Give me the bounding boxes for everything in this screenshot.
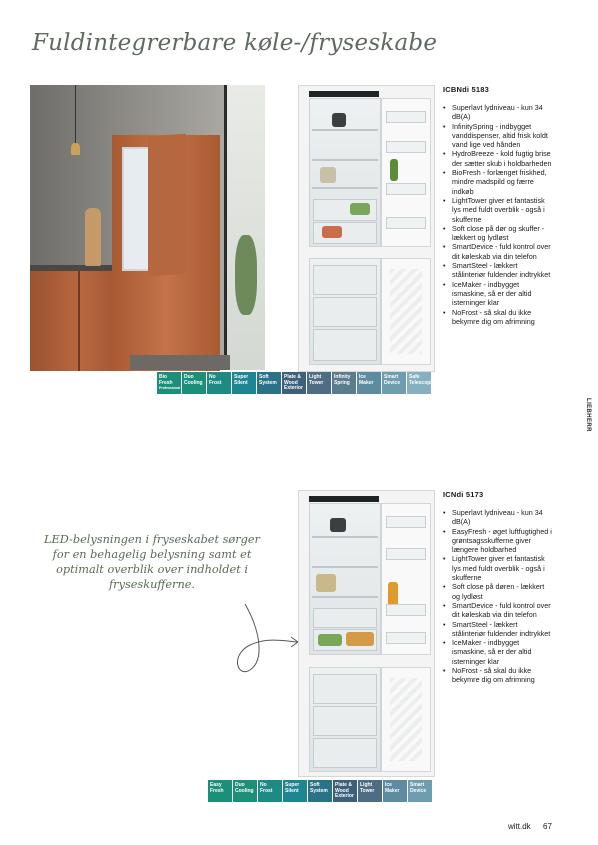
feature-item: • NoFrost - så skal du ikke bekymre dig om afrimning	[443, 308, 553, 327]
feature-item: • Superlavt lydniveau - kun 34 dB(A)	[443, 103, 553, 122]
product-info-1	[443, 85, 553, 326]
feature-item: • IceMaker - indbygget ismaskine, så er der altid isterninger klar	[443, 638, 553, 666]
icon-tile: Ice Maker	[357, 372, 381, 394]
icon-tile: Easy Fresh	[208, 780, 232, 802]
feature-item: • Superlavt lydniveau - kun 34 dB(A)	[443, 508, 553, 527]
feature-item: • HydroBreeze - kold fugtig brise der sætter skub i holdbarheden	[443, 149, 553, 168]
feature-item: • SmartSteel - lækkert stålinteriør fuldender indtrykket	[443, 620, 553, 639]
feature-item: • SmartDevice - fuld kontrol over dit køleskab via din telefon	[443, 242, 553, 261]
brand-label: LIEBHERR	[585, 398, 591, 432]
product-image-2	[298, 490, 435, 777]
feature-item: • EasyFresh - øget luftfugtighed i grøntsagsskufferne giver længere holdbarhed	[443, 527, 553, 555]
feature-item: • LightTower giver et fantastisk lys med fuldt overblik - også i skufferne	[443, 196, 553, 224]
feature-icons-1	[157, 372, 435, 394]
icon-tile: Plate & Wood Exterior	[333, 780, 357, 802]
product-model: ICNdi 5173	[443, 490, 484, 499]
icon-tile: Light Tower	[307, 372, 331, 394]
icon-tile: No Frost	[207, 372, 231, 394]
feature-item: • SmartDevice - fuld kontrol over dit køleskab via din telefon	[443, 601, 553, 620]
icon-tile: Super Silent	[283, 780, 307, 802]
callout-arrow	[205, 600, 305, 680]
feature-item: • BioFresh - forlænget friskhed, mindre madspild og færre indkøb	[443, 168, 553, 196]
icon-tile: Infinity Spring	[332, 372, 356, 394]
icon-tile: Light Tower	[358, 780, 382, 802]
icon-tile: Duo Cooling	[233, 780, 257, 802]
icon-tile: Smart Device	[408, 780, 432, 802]
feature-item: • Soft close på dør og skuffer - lækkert og lydløst	[443, 224, 553, 243]
icon-tile: Duo Cooling	[182, 372, 206, 394]
page-title: Fuldintegrerbare køle-/fryseskabe	[32, 30, 438, 56]
icon-tile: Soft System	[257, 372, 281, 394]
footer-site: witt.dk	[508, 822, 531, 831]
page-number: 67	[543, 822, 552, 831]
product-image-1	[298, 85, 435, 372]
callout-text: LED-belysningen i fryseskabet sørger for en behagelig belysning samt et optimalt overblik over indholdet i fryseskufferne.	[44, 533, 260, 591]
icon-tile: No Frost	[258, 780, 282, 802]
icon-tile: Bio Fresh Professional	[157, 372, 181, 394]
feature-item: • LightTower giver et fantastisk lys med fuldt overblik - også i skufferne	[443, 554, 553, 582]
feature-item: • SmartSteel - lækkert stålinteriør fuldender indtrykket	[443, 261, 553, 280]
icon-tile: Plate & Wood Exterior	[282, 372, 306, 394]
feature-icons-2	[208, 780, 432, 802]
icon-tile: Ice Maker	[383, 780, 407, 802]
icon-tile: Soft System	[308, 780, 332, 802]
icon-tile: Safe Telescopic	[407, 372, 431, 394]
feature-item: • InfinitySpring - indbygget vanddispenser, altid frisk koldt vand lige ved hånden	[443, 122, 553, 150]
feature-list	[443, 103, 553, 326]
product-info-2	[443, 490, 553, 685]
icon-tile: Smart Device	[382, 372, 406, 394]
icon-tile: Super Silent	[232, 372, 256, 394]
feature-list	[443, 508, 553, 685]
kitchen-photo	[30, 85, 265, 370]
feature-item: • Soft close på døren - lækkert og lydløst	[443, 582, 553, 601]
feature-item: • IceMaker - indbygget ismaskine, så er der altid isterninger klar	[443, 280, 553, 308]
product-model: ICBNdi 5183	[443, 85, 489, 94]
feature-item: • NoFrost - så skal du ikke bekymre dig om afrimning	[443, 666, 553, 685]
